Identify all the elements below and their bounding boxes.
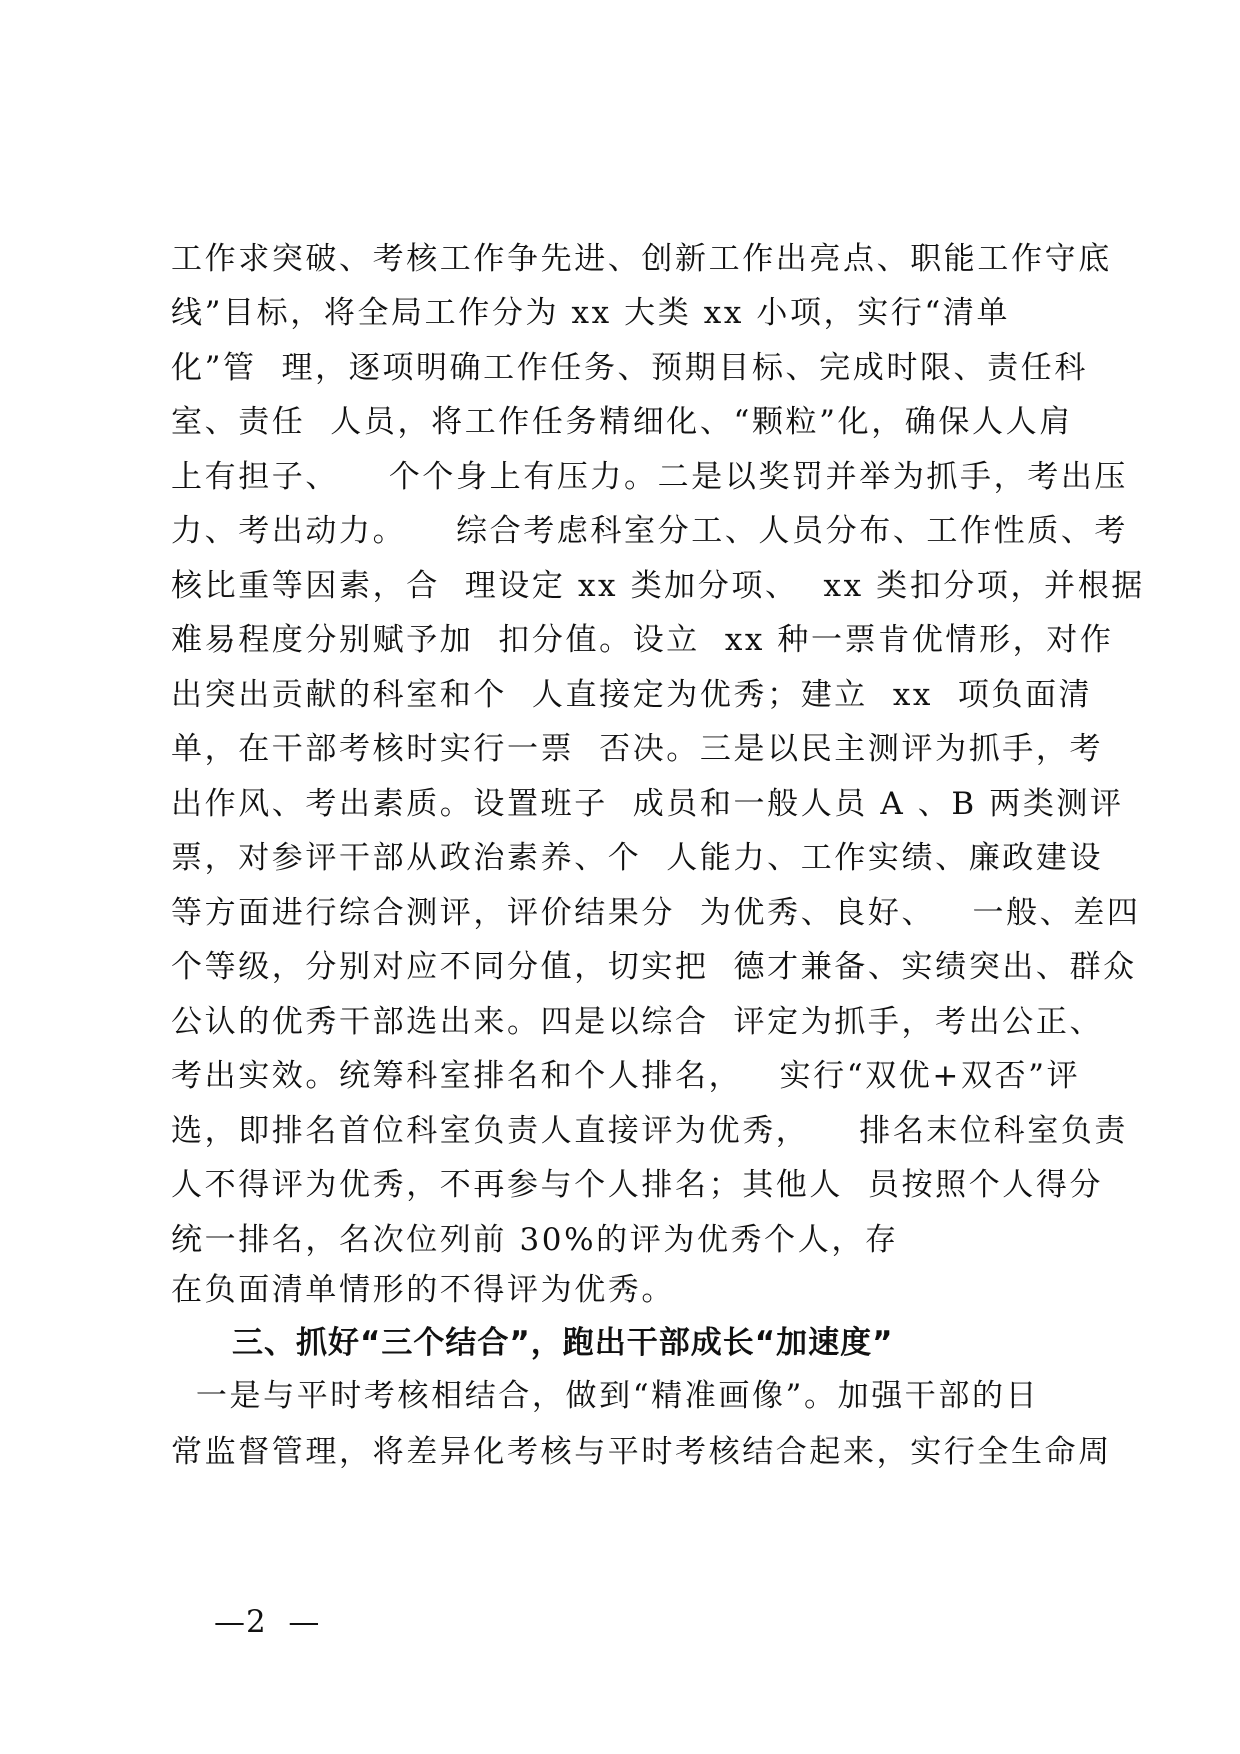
body-line: 在负面清单情形的不得评为优秀。 <box>171 1272 675 1308</box>
body-line: 力、考出动力。 综合考虑科室分工、人员分布、工作性质、考 <box>171 513 1129 549</box>
body-line: 统一排名，名次位列前 30%的评为优秀个人，存 <box>171 1222 899 1258</box>
body-line: 化”管 理，逐项明确工作任务、预期目标、完成时限、责任科 <box>171 350 1088 386</box>
body-line: 出突出贡献的科室和个 人直接定为优秀；建立 xx 项负面清 <box>171 677 1093 713</box>
body-line: 票，对参评干部从政治素养、个 人能力、工作实绩、廉政建设 <box>171 840 1104 876</box>
body-line: 室、责任 人员，将工作任务精细化、“颗粒”化，确保人人肩 <box>171 404 1073 440</box>
page-number: —2 — <box>214 1604 321 1640</box>
body-line: 出作风、考出素质。设置班子 成员和一般人员 A 、B 两类测评 <box>171 786 1124 822</box>
body-line: 公认的优秀干部选出来。四是以综合 评定为抓手，考出公正、 <box>171 1004 1104 1040</box>
body-line: 线”目标，将全局工作分为 xx 大类 xx 小项，实行“清单 <box>171 295 1011 331</box>
body-line: 单，在干部考核时实行一票 否决。三是以民主测评为抓手，考 <box>171 731 1104 767</box>
body-line: 选，即排名首位科室负责人直接评为优秀， 排名末位科室负责 <box>171 1113 1129 1149</box>
body-line: 核比重等因素，合 理设定 xx 类加分项、 xx 类扣分项，并根据 <box>171 568 1145 604</box>
body-line: 人不得评为优秀，不再参与个人排名；其他人 员按照个人得分 <box>171 1167 1104 1203</box>
body-line: 难易程度分别赋予加 扣分值。设立 xx 种一票肯优情形，对作 <box>171 622 1114 658</box>
body-line: 考出实效。统筹科室排名和个人排名， 实行“双优+双否”评 <box>171 1058 1081 1094</box>
body-line: 工作求突破、考核工作争先进、创新工作出亮点、职能工作守底 <box>171 241 1112 277</box>
body-line: 上有担子、 个个身上有压力。二是以奖罚并举为抓手，考出压 <box>171 459 1129 495</box>
body-line: 一是与平时考核相结合，做到“精准画像”。加强干部的日 <box>171 1378 1040 1414</box>
body-line: 等方面进行综合测评，评价结果分 为优秀、良好、 一般、差四 <box>171 895 1141 931</box>
body-line: 个等级，分别对应不同分值，切实把 德才兼备、实绩突出、群众 <box>171 949 1137 985</box>
body-line: 常监督管理，将差异化考核与平时考核结合起来，实行全生命周 <box>171 1434 1112 1470</box>
section-heading: 三、抓好“三个结合”，跑出干部成长“加速度” <box>232 1325 894 1361</box>
